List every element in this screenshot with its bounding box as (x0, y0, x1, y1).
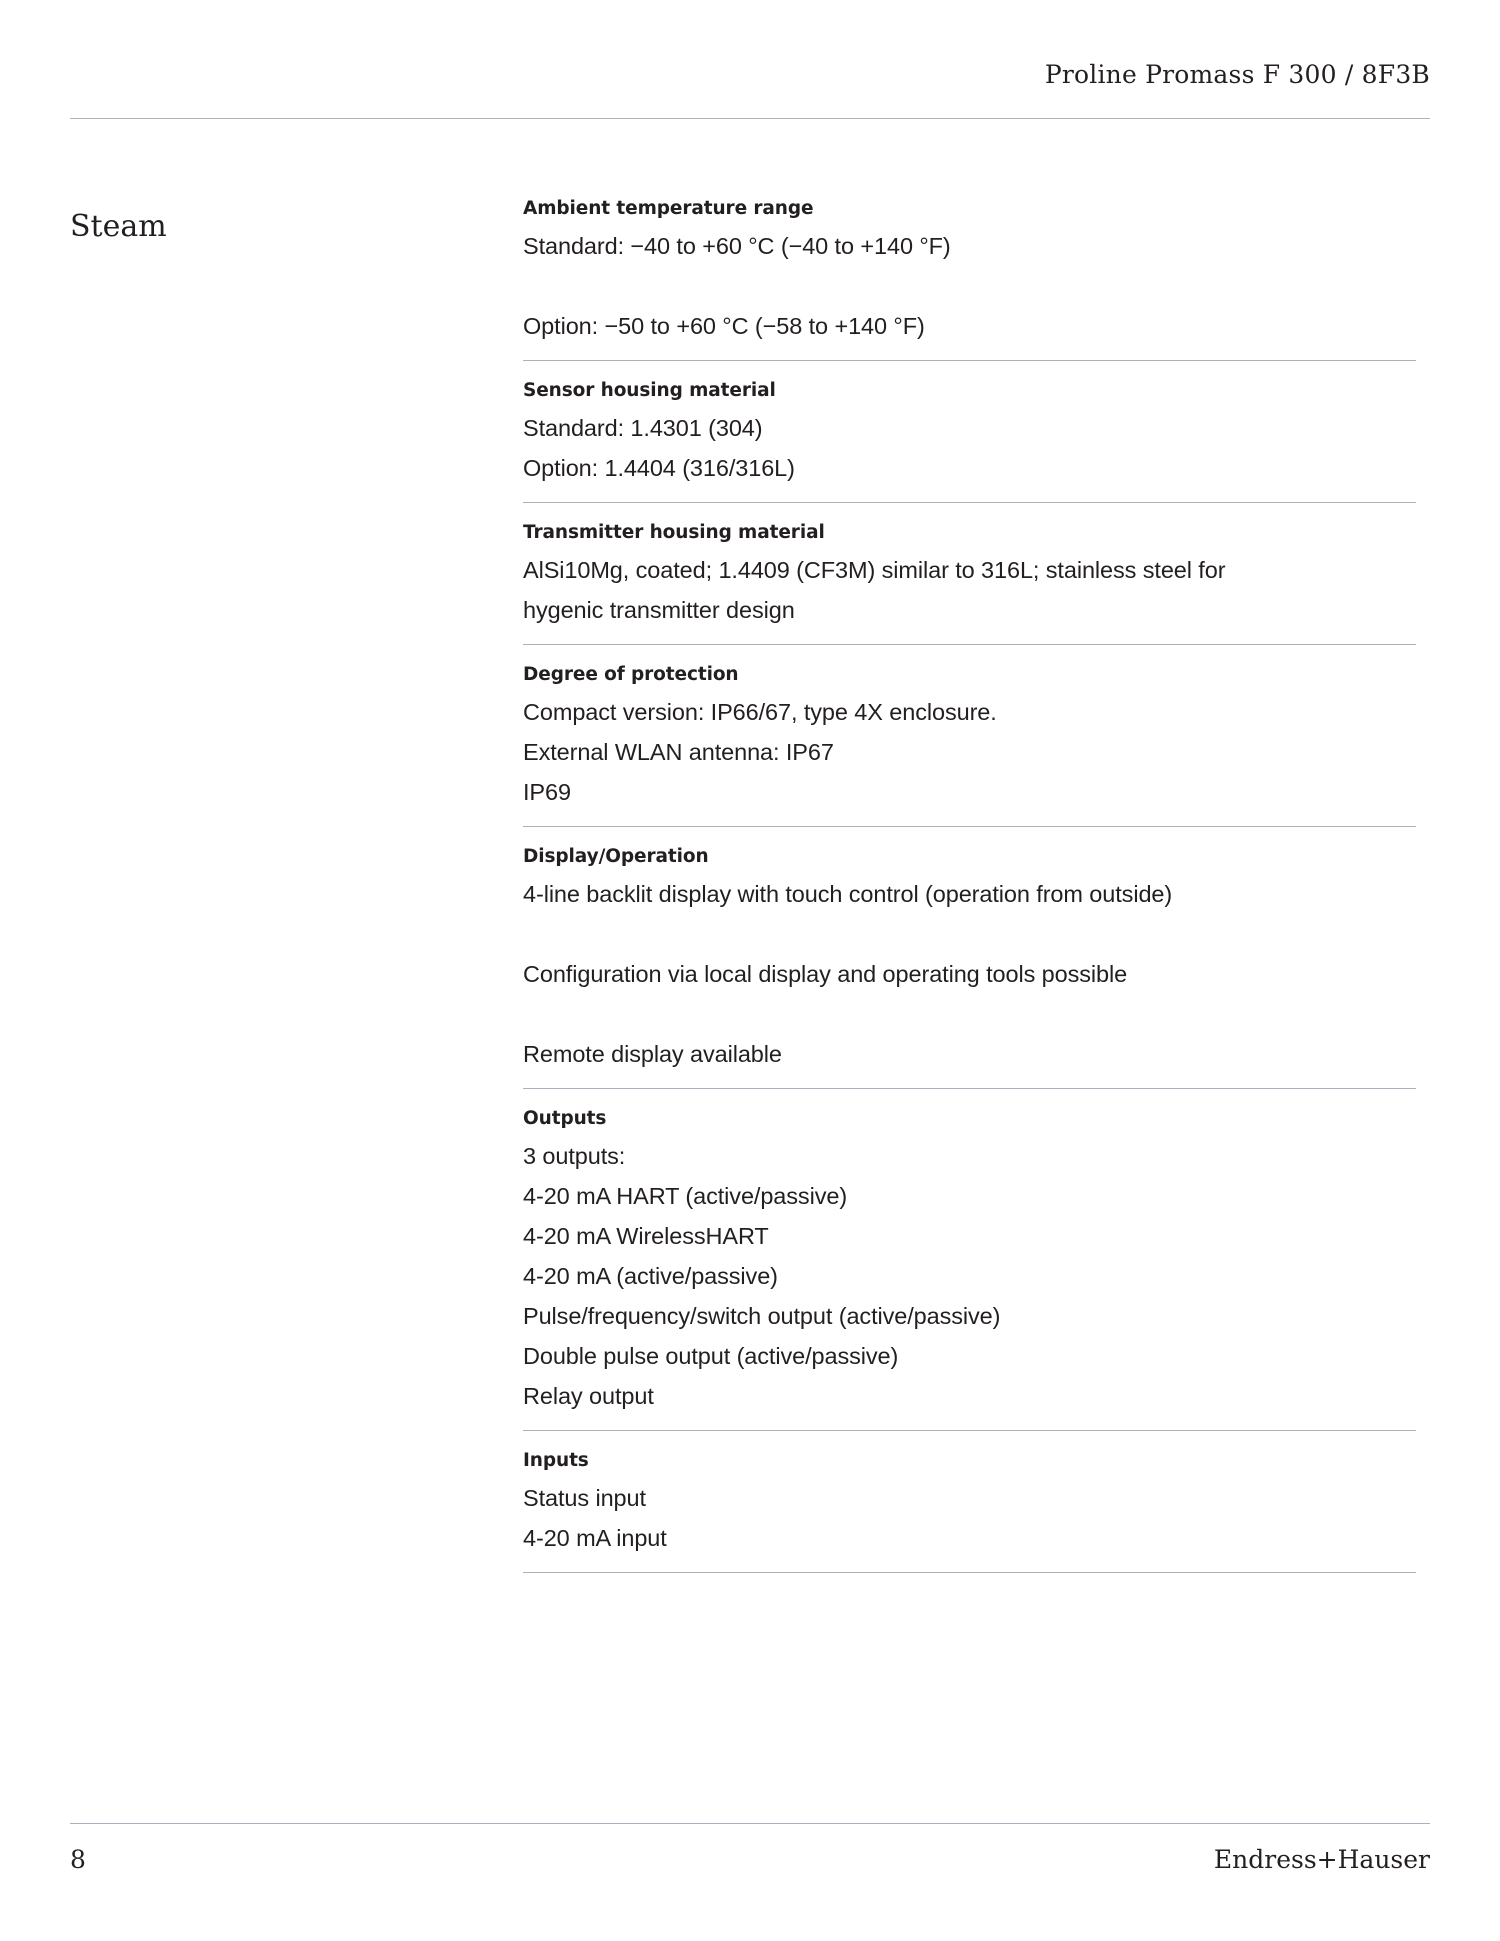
spec-spacer (523, 994, 1416, 1034)
spec-label: Ambient temperature range (523, 198, 814, 219)
footer-divider (70, 1823, 1430, 1824)
spec-block (523, 843, 1416, 1089)
spec-block (523, 377, 1416, 503)
spec-value-line: 4-20 mA (active/passive) (523, 1263, 778, 1289)
specification-list (523, 195, 1416, 1573)
section-title: Steam (70, 209, 167, 244)
spec-value-line: Remote display available (523, 1041, 782, 1067)
header-title: Proline Promass F 300 / 8F3B (1044, 60, 1430, 89)
spec-label: Display/Operation (523, 846, 709, 867)
spec-value-line: Status input (523, 1485, 646, 1511)
spec-value-line: Standard: −40 to +60 °C (−40 to +140 °F) (523, 233, 951, 259)
spec-value-line: Double pulse output (active/passive) (523, 1343, 899, 1369)
spec-value-line: 4-20 mA input (523, 1525, 667, 1551)
page-header (70, 60, 1430, 120)
header-divider (70, 118, 1430, 119)
spec-value-line: 4-20 mA HART (active/passive) (523, 1183, 848, 1209)
spec-label: Transmitter housing material (523, 522, 825, 543)
spec-label: Inputs (523, 1450, 589, 1471)
spec-label: Sensor housing material (523, 380, 776, 401)
spec-value-line: 4-line backlit display with touch control (operation from outside) (523, 881, 1173, 907)
spec-value-line: Standard: 1.4301 (304) (523, 415, 763, 441)
spec-value-line: Relay output (523, 1383, 654, 1409)
spec-label: Degree of protection (523, 664, 739, 685)
spec-spacer (523, 266, 1416, 306)
spec-value-line: 3 outputs: (523, 1143, 626, 1169)
spec-block (523, 195, 1416, 361)
spec-value-line: 4-20 mA WirelessHART (523, 1223, 769, 1249)
spec-value-line: Option: −50 to +60 °C (−58 to +140 °F) (523, 313, 925, 339)
spec-spacer (523, 914, 1416, 954)
spec-label: Outputs (523, 1108, 607, 1129)
company-name: Endress+Hauser (1213, 1845, 1430, 1874)
spec-value-line: hygenic transmitter design (523, 597, 795, 623)
spec-value-line: IP69 (523, 779, 571, 805)
spec-value-line: Configuration via local display and operating tools possible (523, 961, 1128, 987)
page-content (70, 195, 1430, 1573)
page-footer (70, 1823, 1430, 1883)
spec-value-line: Pulse/frequency/switch output (active/passive) (523, 1303, 1001, 1329)
spec-block (523, 1447, 1416, 1573)
spec-block (523, 661, 1416, 827)
spec-block (523, 1105, 1416, 1431)
spec-value-line: Compact version: IP66/67, type 4X enclosure. (523, 699, 997, 725)
spec-value-line: AlSi10Mg, coated; 1.4409 (CF3M) similar to 316L; stainless steel for (523, 557, 1226, 583)
spec-value-line: Option: 1.4404 (316/316L) (523, 455, 795, 481)
spec-value-line: External WLAN antenna: IP67 (523, 739, 834, 765)
page-number: 8 (70, 1845, 86, 1874)
spec-block (523, 519, 1416, 645)
